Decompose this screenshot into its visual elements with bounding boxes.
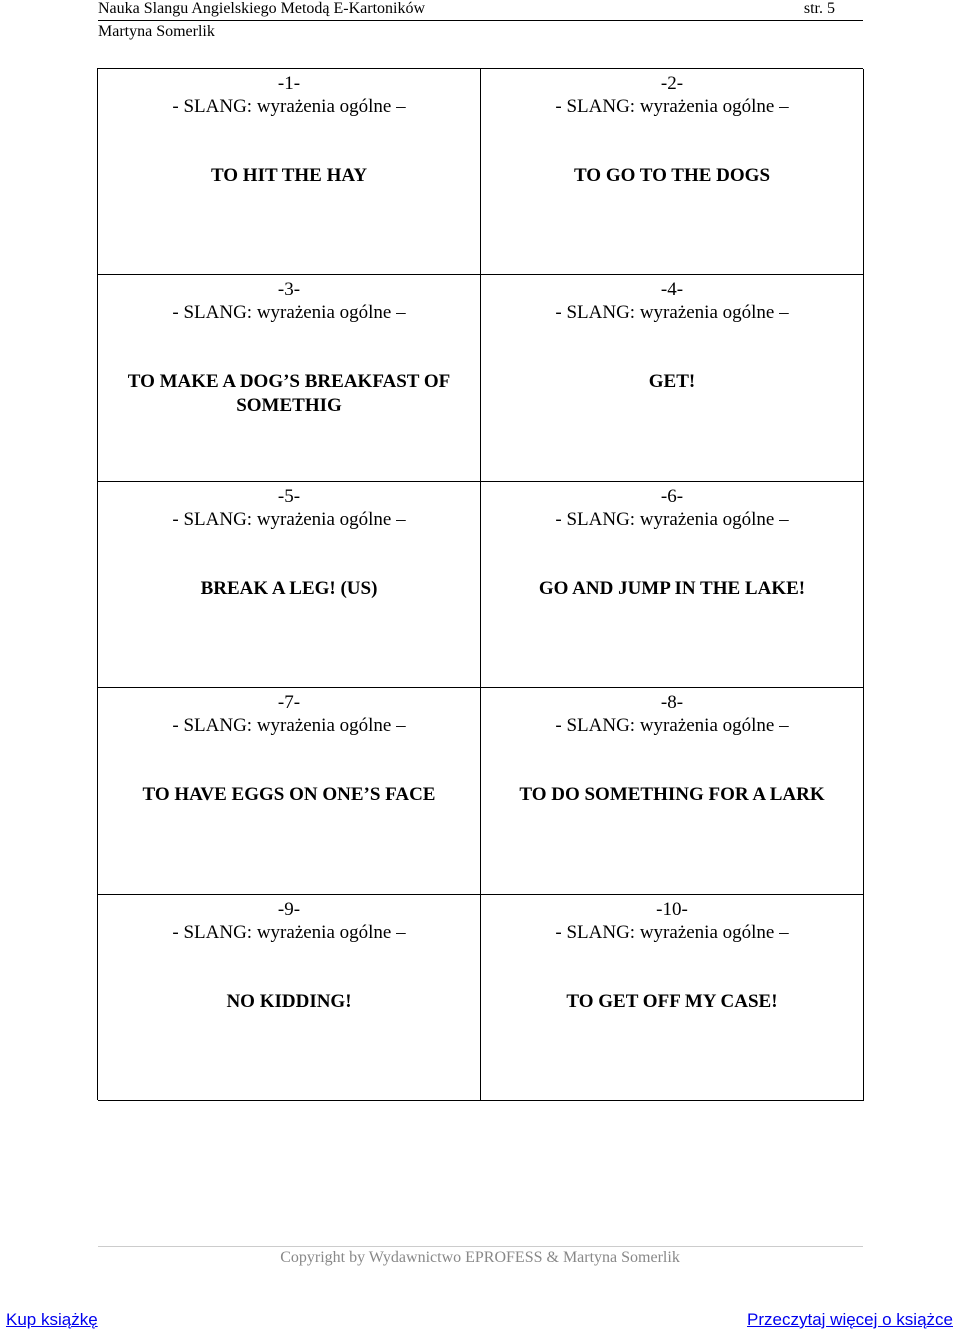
- card-category: - SLANG: wyrażenia ogólne –: [172, 96, 406, 117]
- card-phrase: NO KIDDING!: [226, 990, 352, 1012]
- card-number: -9-: [277, 898, 301, 920]
- card-phrase: TO GET OFF MY CASE!: [566, 990, 778, 1012]
- card-category: - SLANG: wyrażenia ogólne –: [555, 302, 789, 324]
- card-number: -1-: [277, 73, 301, 94]
- flashcard: [481, 482, 864, 688]
- flashcard: [98, 275, 481, 481]
- card-phrase: GET!: [648, 371, 696, 393]
- card-number: -2-: [660, 73, 684, 94]
- card-number: -3-: [277, 279, 301, 301]
- author-name: Martyna Somerlik: [98, 23, 215, 40]
- flashcard: [98, 482, 481, 688]
- flashcard: [98, 688, 481, 894]
- card-number: -4-: [660, 279, 684, 301]
- card-category: - SLANG: wyrażenia ogólne –: [555, 921, 789, 943]
- card-category: - SLANG: wyrażenia ogólne –: [172, 508, 406, 530]
- flashcard: [98, 69, 481, 275]
- flashcard: [481, 688, 864, 894]
- page-number: str. 5: [803, 0, 835, 17]
- card-number: -7-: [277, 692, 301, 714]
- card-category: - SLANG: wyrażenia ogólne –: [555, 508, 789, 530]
- card-number: -8-: [660, 692, 684, 714]
- flashcard: [481, 895, 864, 1101]
- card-category: - SLANG: wyrażenia ogólne –: [555, 96, 789, 117]
- card-category: - SLANG: wyrażenia ogólne –: [172, 715, 406, 737]
- card-number: -5-: [277, 485, 301, 507]
- card-phrase: TO MAKE A DOG’S BREAKFAST OF SOMETHIG: [127, 371, 451, 417]
- read-more-link[interactable]: Przeczytaj więcej o książce: [747, 1310, 953, 1329]
- flashcard: [481, 275, 864, 481]
- card-number: -10-: [656, 898, 688, 920]
- page-header: [98, 0, 863, 21]
- flashcard-grid: [97, 68, 863, 1100]
- copyright-text: Copyright by Wydawnictwo EPROFESS & Martyna Somerlik: [280, 1249, 680, 1266]
- card-phrase: BREAK A LEG! (US): [200, 577, 378, 599]
- card-phrase: TO HIT THE HAY: [210, 165, 368, 186]
- card-phrase: TO DO SOMETHING FOR A LARK: [519, 784, 825, 806]
- card-category: - SLANG: wyrażenia ogólne –: [172, 921, 406, 943]
- card-phrase: TO GO TO THE DOGS: [573, 165, 771, 186]
- flashcard: [481, 69, 864, 275]
- buy-book-link[interactable]: Kup książkę: [6, 1310, 98, 1329]
- flashcard: [98, 895, 481, 1101]
- card-category: - SLANG: wyrażenia ogólne –: [172, 302, 406, 324]
- card-phrase: TO HAVE EGGS ON ONE’S FACE: [142, 784, 436, 806]
- document-title: Nauka Slangu Angielskiego Metodą E-Kartoników: [98, 0, 426, 17]
- card-phrase: GO AND JUMP IN THE LAKE!: [538, 577, 806, 599]
- card-category: - SLANG: wyrażenia ogólne –: [555, 715, 789, 737]
- card-number: -6-: [660, 485, 684, 507]
- footer-divider: [98, 1246, 863, 1247]
